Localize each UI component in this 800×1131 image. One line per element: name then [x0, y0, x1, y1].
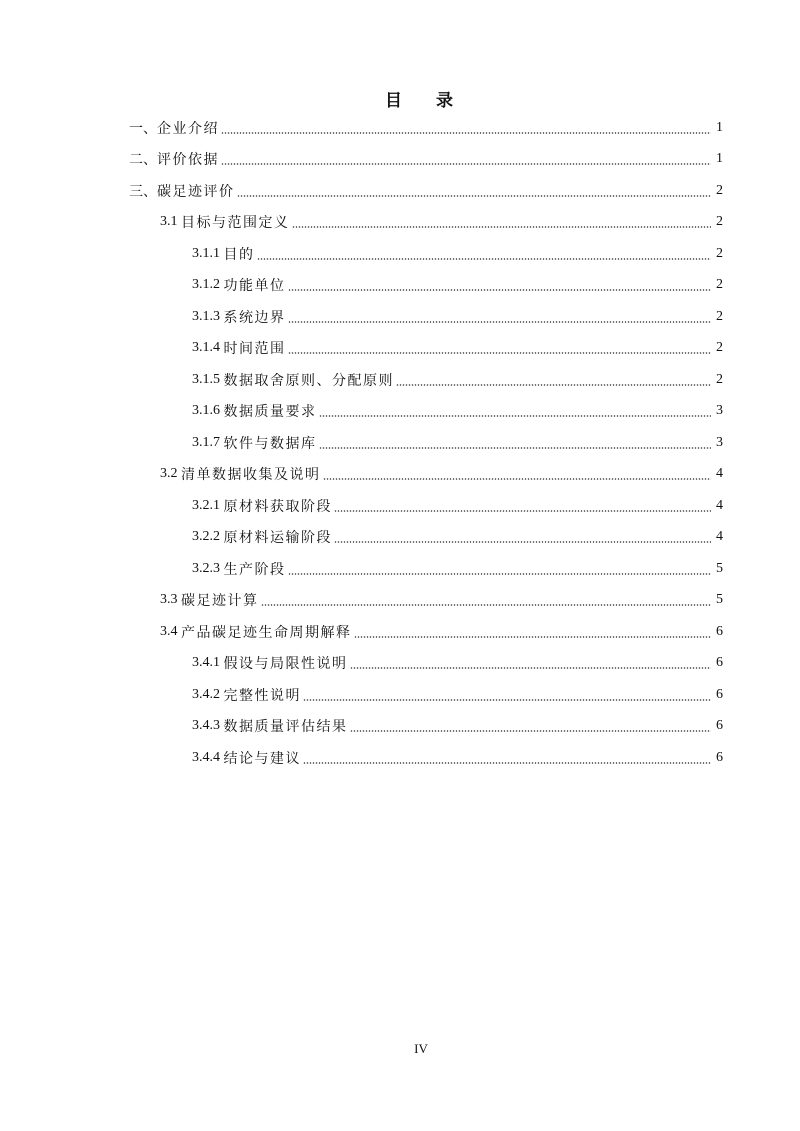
toc-entry-label: 评价依据 — [157, 152, 219, 169]
dot-leader — [237, 195, 712, 197]
toc-entry-number: 二、 — [129, 153, 157, 169]
toc-entry-label: 原材料获取阶段 — [223, 498, 332, 515]
dot-leader — [221, 163, 711, 165]
toc-entry-page: 2 — [716, 371, 723, 387]
dot-leader — [303, 699, 711, 701]
toc-entry[interactable] — [0, 742, 800, 774]
dot-leader — [303, 762, 711, 764]
toc-entry[interactable] — [0, 333, 800, 365]
toc-entry-page: 2 — [716, 277, 723, 293]
dot-leader — [334, 541, 711, 543]
toc-entry-page: 3 — [716, 403, 723, 419]
toc-entry-label: 目标与范围定义 — [181, 215, 290, 232]
dot-leader — [323, 478, 712, 480]
toc-entry-number: 3.1.6 — [192, 403, 224, 419]
toc-entry-label: 生产阶段 — [223, 561, 286, 578]
toc-entry-label: 目的 — [223, 246, 255, 263]
toc-entry[interactable] — [0, 679, 800, 711]
dot-leader — [257, 258, 712, 260]
dot-leader — [292, 226, 712, 228]
toc-entry-page: 2 — [716, 308, 723, 324]
toc-entry-page: 4 — [716, 529, 723, 545]
toc-entry-page: 1 — [716, 119, 723, 135]
toc-entry-number: 3.1.1 — [192, 245, 224, 261]
toc-entry-page: 2 — [716, 340, 723, 356]
toc-entry-page: 5 — [716, 592, 723, 608]
toc-entry-number: 3.2.2 — [192, 529, 224, 545]
toc-entry-label: 数据质量评估结果 — [223, 719, 348, 736]
dot-leader — [354, 636, 712, 638]
toc-entry[interactable] — [0, 270, 800, 302]
toc-entry-page: 2 — [716, 214, 723, 230]
toc-entry-number: 3.1 — [160, 214, 181, 230]
toc-entry[interactable] — [0, 112, 800, 144]
dot-leader — [319, 415, 712, 417]
toc-entry-label: 清单数据收集及说明 — [181, 467, 321, 484]
toc-entry-label: 结论与建议 — [223, 750, 301, 767]
dot-leader — [334, 510, 711, 512]
toc-entry-number: 3.4 — [160, 623, 181, 639]
toc-entry-page: 4 — [716, 466, 723, 482]
toc-entry[interactable] — [0, 490, 800, 522]
toc-entry-page: 1 — [716, 151, 723, 167]
toc-entry[interactable] — [0, 585, 800, 617]
toc-entry-page: 6 — [716, 655, 723, 671]
toc-entry[interactable] — [0, 616, 800, 648]
dot-leader — [396, 384, 711, 386]
toc-entry-number: 3.1.3 — [192, 308, 224, 324]
toc-entry-label: 完整性说明 — [223, 687, 301, 704]
toc-entry-page: 2 — [716, 182, 723, 198]
dot-leader — [261, 604, 712, 606]
toc-entry-number: 3.2 — [160, 466, 181, 482]
toc-entry-label: 软件与数据库 — [223, 435, 317, 452]
toc-entry-label: 时间范围 — [223, 341, 286, 358]
dot-leader — [350, 730, 712, 732]
toc-entry[interactable] — [0, 427, 800, 459]
toc-entry-label: 假设与局限性说明 — [223, 656, 348, 673]
toc-entry-page: 5 — [716, 560, 723, 576]
toc-entry[interactable] — [0, 207, 800, 239]
toc-entry-number: 3.1.4 — [192, 340, 224, 356]
dot-leader — [350, 667, 712, 669]
toc-entry-page: 6 — [716, 623, 723, 639]
toc-entry-page: 6 — [716, 749, 723, 765]
toc-entry-number: 3.4.2 — [192, 686, 224, 702]
toc-entry-label: 碳足迹评价 — [157, 183, 235, 200]
toc-entry-label: 原材料运输阶段 — [223, 530, 332, 547]
toc-entry-page: 6 — [716, 686, 723, 702]
toc-entry-label: 数据取舍原则、分配原则 — [223, 372, 394, 389]
toc-entry-number: 3.1.7 — [192, 434, 224, 450]
toc-entry-number: 3.1.2 — [192, 277, 224, 293]
toc-entry-page: 4 — [716, 497, 723, 513]
toc-entry-page: 2 — [716, 245, 723, 261]
toc-entry-page: 6 — [716, 718, 723, 734]
toc-entry-number: 3.2.1 — [192, 497, 224, 513]
toc-entry[interactable] — [0, 144, 800, 176]
toc-entry-page: 3 — [716, 434, 723, 450]
toc-entry[interactable] — [0, 522, 800, 554]
dot-leader — [288, 289, 712, 291]
toc-title: 目 录 — [385, 91, 467, 111]
toc-entry-number: 3.3 — [160, 592, 181, 608]
toc-entry[interactable] — [0, 711, 800, 743]
dot-leader — [288, 573, 712, 575]
toc-entry-number: 3.1.5 — [192, 371, 224, 387]
dot-leader — [319, 447, 712, 449]
toc-entry-number: 3.4.3 — [192, 718, 224, 734]
toc-entry-number: 3.4.1 — [192, 655, 224, 671]
toc-entry[interactable] — [0, 459, 800, 491]
toc-entry[interactable] — [0, 238, 800, 270]
toc-entry[interactable] — [0, 364, 800, 396]
page-number: IV — [414, 1041, 428, 1056]
dot-leader — [288, 321, 712, 323]
toc-entry-label: 系统边界 — [223, 309, 286, 326]
table-of-contents — [0, 112, 800, 774]
toc-entry-number: 三、 — [129, 184, 157, 200]
dot-leader — [221, 132, 711, 134]
toc-entry[interactable] — [0, 301, 800, 333]
toc-entry-number: 3.4.4 — [192, 749, 224, 765]
toc-entry-label: 数据质量要求 — [223, 404, 317, 421]
toc-entry-label: 企业介绍 — [157, 120, 219, 137]
toc-entry[interactable] — [0, 396, 800, 428]
dot-leader — [288, 352, 712, 354]
toc-entry[interactable] — [0, 648, 800, 680]
toc-entry[interactable] — [0, 553, 800, 585]
toc-entry-label: 碳足迹计算 — [181, 593, 259, 610]
toc-entry[interactable] — [0, 175, 800, 207]
toc-entry-label: 功能单位 — [223, 278, 286, 295]
toc-entry-number: 3.2.3 — [192, 560, 224, 576]
toc-entry-number: 一、 — [129, 121, 157, 137]
toc-entry-label: 产品碳足迹生命周期解释 — [181, 624, 352, 641]
